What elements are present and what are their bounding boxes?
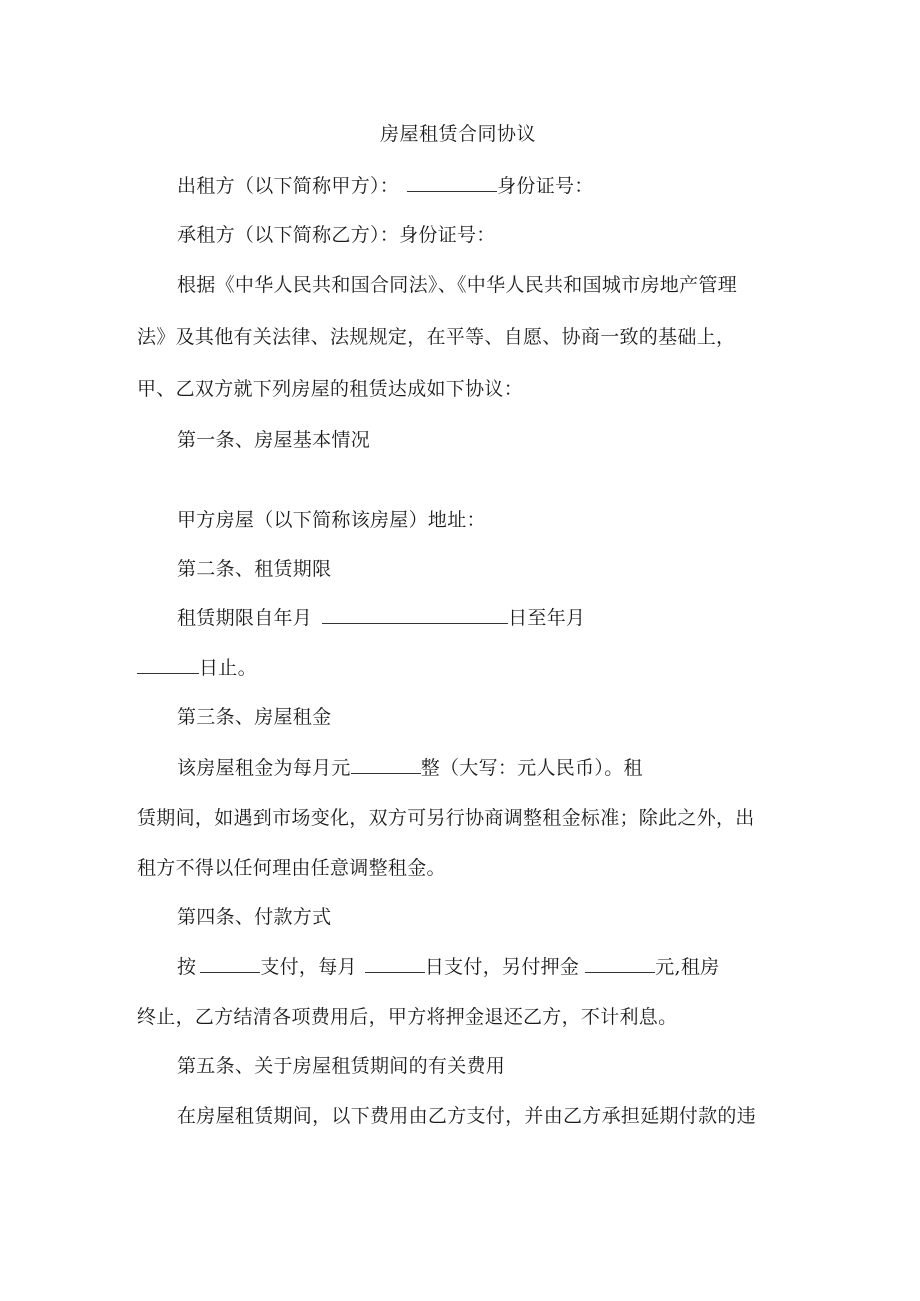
lessee-line: 承租方（以下简称乙方）：身份证号： (177, 224, 496, 246)
pay-monthly-label: 支付，每月 (260, 956, 357, 978)
article-2-title: 第二条、租赁期限 (177, 558, 332, 580)
document-title: 房屋租赁合同协议 (380, 123, 537, 145)
deposit-label: 日支付，另付押金 (424, 956, 580, 978)
article-3-line-3: 租方不得以任何理由任意调整租金。 (137, 857, 446, 879)
article-2-line-1 (177, 606, 585, 630)
rent-label: 该房屋租金为每月元 (177, 757, 351, 779)
intro-line-1: 根据《中华人民共和国合同法》、《中华人民共和国城市房地产管理 (177, 274, 738, 296)
article-4-title: 第四条、付款方式 (177, 906, 332, 928)
article-2-line-2 (137, 656, 257, 680)
article-1-title: 第一条、房屋基本情况 (177, 429, 371, 451)
pay-method-blank[interactable] (200, 955, 260, 973)
lessor-line (177, 174, 594, 198)
lease-end-label: 日至年月 (508, 607, 586, 629)
rent-amount-blank[interactable] (351, 756, 421, 774)
pay-day-blank[interactable] (365, 955, 425, 973)
article-5-line-1: 在房屋租赁期间，以下费用由乙方支付，并由乙方承担延期付款的违 (177, 1105, 757, 1127)
lease-end-suffix: 日止。 (199, 657, 257, 679)
article-4-line-1 (177, 955, 719, 979)
article-3-title: 第三条、房屋租金 (177, 706, 332, 728)
lease-end-blank[interactable] (137, 656, 199, 674)
article-3-line-2: 赁期间，如遇到市场变化，双方可另行协商调整租金标准；除此之外，出 (137, 807, 755, 829)
intro-line-3: 甲、乙双方就下列房屋的租赁达成如下协议： (137, 378, 524, 400)
article-1-address: 甲方房屋（以下简称该房屋）地址： (177, 509, 486, 531)
deposit-amount-blank[interactable] (585, 955, 655, 973)
intro-line-2: 法》及其他有关法律、法规规定，在平等、自愿、协商一致的基础上， (137, 326, 736, 348)
lessor-label: 出租方（以下简称甲方）： (177, 175, 400, 197)
rent-uppercase-label: 整（大写：元人民币）。租 (420, 757, 643, 779)
pay-by-label: 按 (177, 956, 197, 978)
article-4-line-2: 终止，乙方结清各项费用后，甲方将押金退还乙方，不计利息。 (137, 1006, 678, 1028)
article-3-line-1 (177, 756, 643, 780)
lessor-name-blank[interactable] (407, 174, 497, 192)
lease-start-label: 租赁期限自年月 (177, 607, 313, 629)
deposit-unit-label: 元,租房 (655, 956, 720, 978)
lessor-id-label: 身份证号： (497, 175, 594, 197)
lease-start-blank[interactable] (322, 606, 508, 624)
article-5-title: 第五条、关于房屋租赁期间的有关费用 (177, 1055, 506, 1077)
